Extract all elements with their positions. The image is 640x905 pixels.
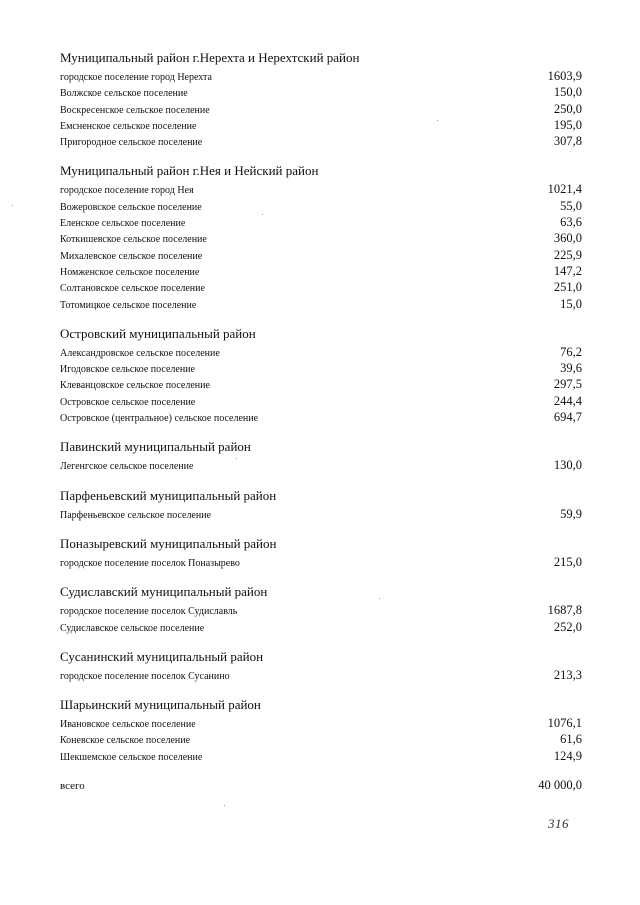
settlement-name: городское поселение город Нерехта	[60, 72, 212, 83]
settlement-value: 1603,9	[547, 69, 582, 83]
table-row	[60, 748, 582, 764]
table-row	[60, 506, 582, 522]
table-row	[60, 68, 582, 84]
district-section	[60, 326, 582, 425]
table-row	[60, 198, 582, 214]
settlement-name: Ивановское сельское поселение	[60, 719, 196, 731]
settlement-name: Солтановское сельское поселение	[60, 283, 205, 295]
settlement-value: 63,6	[560, 215, 582, 230]
table-row	[60, 715, 582, 731]
table-row	[60, 214, 582, 230]
settlement-name: городское поселение город Нея	[60, 185, 194, 197]
settlement-value: 360,0	[553, 231, 582, 246]
table-row	[60, 731, 582, 747]
district-section	[60, 649, 582, 683]
district-section	[60, 488, 582, 522]
table-row	[60, 117, 582, 133]
page-number: 316	[548, 816, 569, 831]
settlement-name: городское поселение поселок Сусанино	[60, 670, 230, 682]
settlement-name: Коткишевское сельское поселение	[60, 234, 207, 246]
district-title: Судиславский муниципальный район	[60, 584, 268, 600]
total-row	[60, 778, 582, 794]
table-row	[60, 602, 582, 618]
settlement-value: 39,6	[560, 361, 582, 376]
settlement-name: Островское сельское поселение	[60, 396, 196, 408]
settlement-name: Судиславское сельское поселение	[60, 622, 205, 634]
district-title: Муниципальный район г.Нерехта и Нерехтский район	[60, 50, 360, 65]
district-title: Павинский муниципальный район	[60, 439, 251, 455]
settlement-name: Игодовское сельское поселение	[60, 364, 195, 376]
settlement-name: Михалевское сельское поселение	[60, 250, 203, 262]
settlement-value: 250,0	[553, 101, 582, 116]
settlement-value: 297,5	[553, 377, 582, 392]
settlement-name: Парфеньевское сельское поселение	[60, 509, 212, 521]
scan-speck	[12, 205, 13, 206]
settlement-name: Пригородное сельское поселение	[60, 137, 203, 149]
settlement-name: Номженское сельское поселение	[60, 266, 200, 278]
table-row	[60, 247, 582, 263]
settlement-value: 252,0	[553, 619, 582, 634]
scan-speck	[224, 805, 225, 806]
settlement-value: 215,0	[553, 554, 582, 569]
settlement-value: 307,8	[553, 134, 582, 149]
district-section	[60, 439, 582, 473]
settlement-name: Легенгское сельское поселение	[60, 461, 194, 473]
settlement-name: Вожеровское сельское поселение	[60, 201, 202, 213]
settlement-value: 251,0	[553, 280, 582, 295]
settlement-value: 1021,4	[547, 182, 582, 197]
table-row	[60, 279, 582, 295]
table-row	[60, 181, 582, 197]
settlement-value: 76,2	[560, 344, 582, 359]
settlement-name: Коневское сельское поселение	[60, 735, 191, 747]
table-row	[60, 376, 582, 392]
table-row	[60, 84, 582, 100]
table-row	[60, 360, 582, 376]
district-section	[60, 50, 582, 149]
settlement-name: Александровское сельское поселение	[60, 347, 220, 359]
settlement-name: городское поселение поселок Судиславль	[60, 606, 238, 618]
table-row	[60, 344, 582, 360]
settlement-value: 130,0	[553, 458, 582, 473]
settlement-name: Тотомицкое сельское поселение	[60, 299, 197, 311]
settlement-name: Клеванцовское сельское поселение	[60, 380, 210, 392]
district-title: Муниципальный район г.Нея и Нейский район	[60, 163, 319, 179]
table-row	[60, 230, 582, 246]
district-title: Островский муниципальный район	[60, 325, 256, 341]
district-title: Парфеньевский муниципальный район	[60, 487, 277, 503]
allocation-table	[60, 50, 582, 794]
table-row	[60, 409, 582, 425]
settlement-value: 55,0	[560, 198, 582, 213]
scan-speck	[262, 214, 263, 215]
table-row	[60, 554, 582, 570]
district-section	[60, 536, 582, 570]
scan-speck	[379, 598, 380, 599]
settlement-name: Островское (центральное) сельское поселение	[60, 413, 259, 425]
table-row	[60, 667, 582, 683]
table-row	[60, 133, 582, 149]
settlement-name: Воскресенское сельское поселение	[60, 104, 210, 116]
settlement-value: 244,4	[553, 393, 582, 408]
settlement-value: 61,6	[560, 732, 582, 747]
total-value: 40 000,0	[538, 778, 582, 793]
table-row	[60, 393, 582, 409]
settlement-value: 147,2	[553, 263, 582, 278]
scan-speck	[236, 458, 237, 459]
table-row	[60, 619, 582, 635]
table-row	[60, 457, 582, 473]
settlement-value: 150,0	[553, 85, 582, 100]
district-title: Сусанинский муниципальный район	[60, 648, 264, 664]
settlement-value: 1687,8	[547, 603, 582, 618]
settlement-value: 59,9	[560, 506, 582, 521]
table-row	[60, 296, 582, 312]
settlement-value: 195,0	[553, 117, 582, 132]
settlement-value: 694,7	[553, 410, 582, 425]
settlement-value: 1076,1	[547, 716, 582, 731]
settlement-name: Волжское сельское поселение	[60, 88, 188, 100]
settlement-value: 213,3	[553, 667, 582, 682]
total-label: всего	[60, 780, 85, 793]
district-section	[60, 584, 582, 635]
settlement-value: 124,9	[553, 748, 582, 763]
settlement-name: Еленское сельское поселение	[60, 218, 186, 230]
table-row	[60, 263, 582, 279]
table-row	[60, 101, 582, 117]
settlement-name: городское поселение поселок Поназырево	[60, 557, 240, 569]
district-section	[60, 697, 582, 764]
settlement-name: Емсненское сельское поселение	[60, 120, 197, 132]
settlement-value: 225,9	[553, 247, 582, 262]
district-title: Шарьинский муниципальный район	[60, 697, 261, 713]
settlement-name: Шекшемское сельское поселение	[60, 751, 203, 763]
district-title: Поназыревский муниципальный район	[60, 535, 277, 551]
scan-speck	[437, 120, 438, 121]
district-section	[60, 163, 582, 311]
settlement-value: 15,0	[560, 296, 582, 311]
